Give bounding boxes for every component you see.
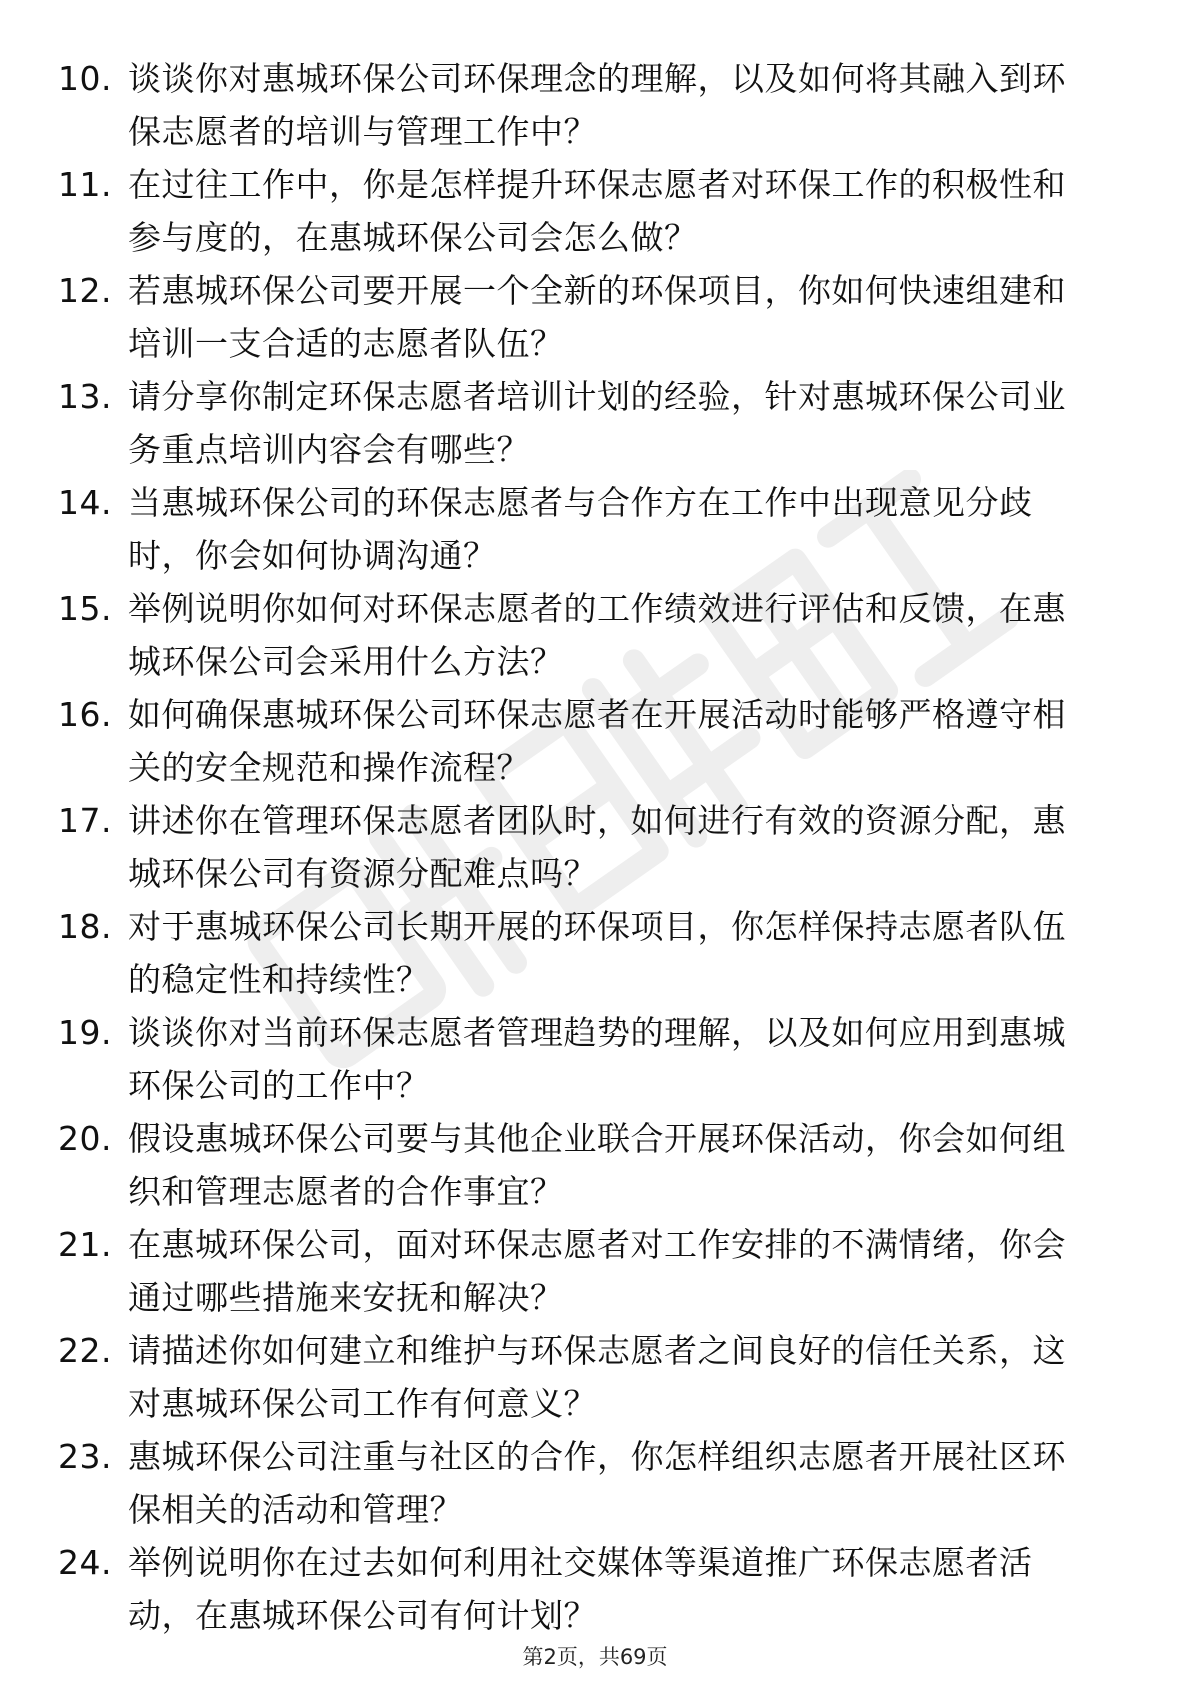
question-line: 参与度的，在惠城环保公司会怎么做？ [128,218,698,257]
question-line: 在过往工作中，你是怎样提升环保志愿者对环保工作的积极性和 [128,165,1066,204]
question-line: 培训一支合适的志愿者队伍？ [128,324,564,363]
question-line: 通过哪些措施来安抚和解决？ [128,1278,564,1317]
question-line: 当惠城环保公司的环保志愿者与合作方在工作中出现意见分歧 [128,483,1033,522]
question-line: 谈谈你对当前环保志愿者管理趋势的理解，以及如何应用到惠城 [128,1013,1066,1052]
question-item [58,476,1118,582]
question-line: 举例说明你如何对环保志愿者的工作绩效进行评估和反馈，在惠 [128,589,1066,628]
question-line: 谈谈你对惠城环保公司环保理念的理解，以及如何将其融入到环 [128,59,1066,98]
question-number: 11. [58,165,112,204]
question-line: 城环保公司有资源分配难点吗？ [128,854,597,893]
question-item [58,900,1118,1006]
question-item [58,688,1118,794]
question-line: 保志愿者的培训与管理工作中？ [128,112,597,151]
question-item [58,1430,1118,1536]
question-line: 讲述你在管理环保志愿者团队时，如何进行有效的资源分配，惠 [128,801,1066,840]
question-item [58,1006,1118,1112]
question-number: 10. [58,59,112,98]
question-item [58,370,1118,476]
question-line: 对于惠城环保公司长期开展的环保项目，你怎样保持志愿者队伍 [128,907,1066,946]
question-line: 请描述你如何建立和维护与环保志愿者之间良好的信任关系，这 [128,1331,1066,1370]
question-line: 惠城环保公司注重与社区的合作，你怎样组织志愿者开展社区环 [128,1437,1066,1476]
question-item [58,158,1118,264]
question-item [58,582,1118,688]
question-line: 在惠城环保公司，面对环保志愿者对工作安排的不满情绪，你会 [128,1225,1066,1264]
question-line: 织和管理志愿者的合作事宜？ [128,1172,564,1211]
question-line: 时，你会如何协调沟通？ [128,536,497,575]
question-number: 15. [58,589,112,628]
question-item [58,1324,1118,1430]
question-number: 17. [58,801,112,840]
question-line: 的稳定性和持续性？ [128,960,430,999]
question-line: 城环保公司会采用什么方法？ [128,642,564,681]
question-line: 关的安全规范和操作流程？ [128,748,530,787]
question-item [58,52,1118,158]
question-number: 19. [58,1013,112,1052]
question-line: 举例说明你在过去如何利用社交媒体等渠道推广环保志愿者活 [128,1543,1033,1582]
question-line: 环保公司的工作中？ [128,1066,430,1105]
question-line: 若惠城环保公司要开展一个全新的环保项目，你如何快速组建和 [128,271,1066,310]
question-number: 24. [58,1543,112,1582]
question-number: 18. [58,907,112,946]
question-number: 14. [58,483,112,522]
question-line: 请分享你制定环保志愿者培训计划的经验，针对惠城环保公司业 [128,377,1066,416]
question-number: 20. [58,1119,112,1158]
question-item [58,1536,1118,1642]
question-line: 保相关的活动和管理？ [128,1490,463,1529]
question-line: 对惠城环保公司工作有何意义？ [128,1384,597,1423]
question-item [58,1218,1118,1324]
question-item [58,264,1118,370]
page-number-label: 第2页，共69页 [522,1645,668,1669]
question-item [58,1112,1118,1218]
question-list [58,52,1118,1642]
question-item [58,794,1118,900]
question-number: 21. [58,1225,112,1264]
question-line: 如何确保惠城环保公司环保志愿者在开展活动时能够严格遵守相 [128,695,1066,734]
question-number: 16. [58,695,112,734]
question-number: 23. [58,1437,112,1476]
question-number: 13. [58,377,112,416]
question-number: 22. [58,1331,112,1370]
question-line: 动，在惠城环保公司有何计划？ [128,1596,597,1635]
page-footer [0,1641,1190,1671]
question-line: 假设惠城环保公司要与其他企业联合开展环保活动，你会如何组 [128,1119,1066,1158]
question-number: 12. [58,271,112,310]
question-line: 务重点培训内容会有哪些？ [128,430,530,469]
